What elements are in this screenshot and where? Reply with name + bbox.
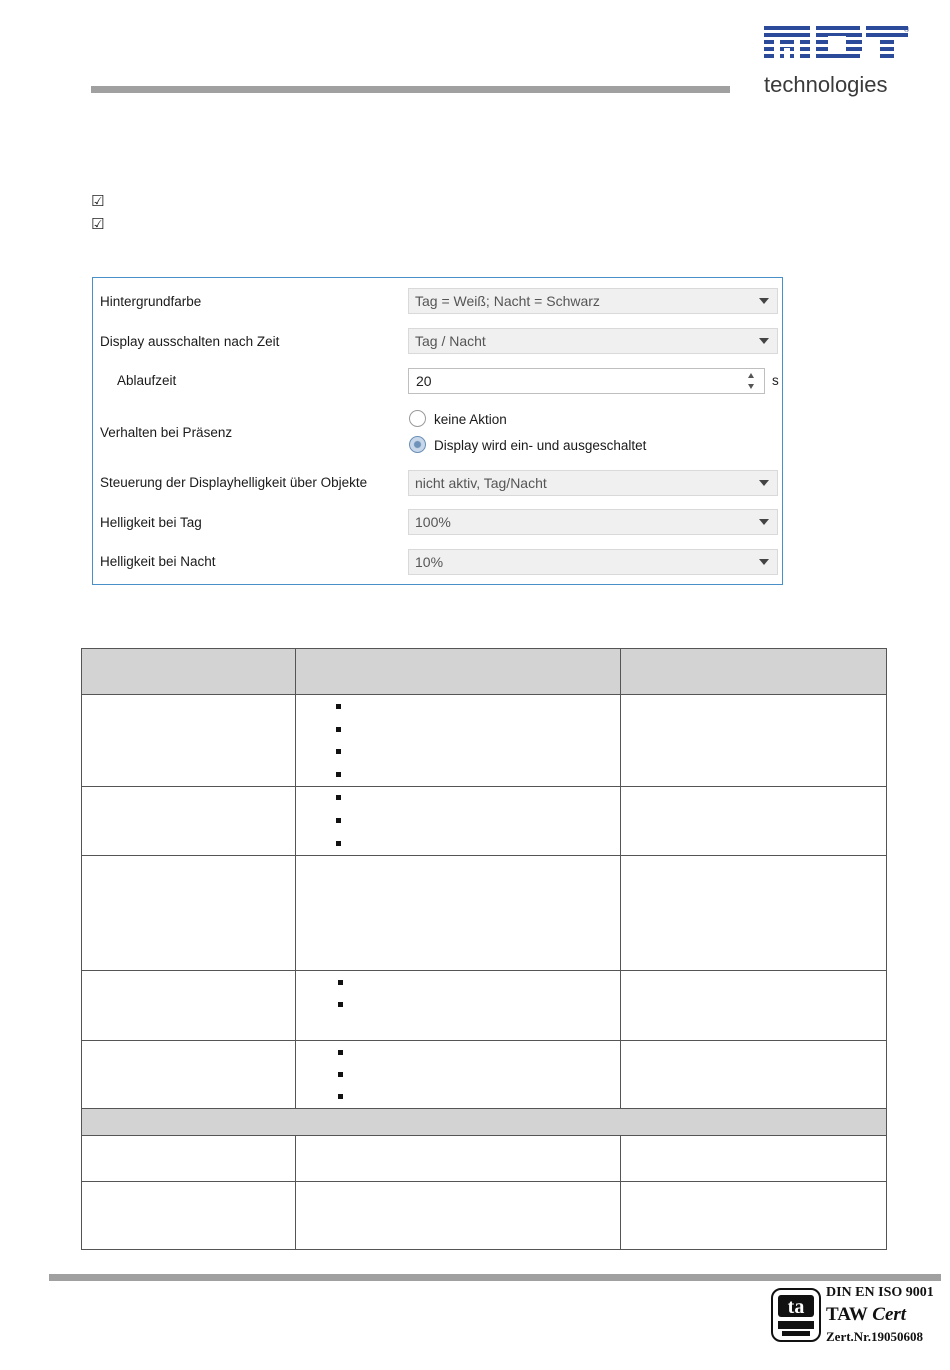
table-header-cell <box>296 649 621 695</box>
dropdown-value: 100% <box>415 514 451 530</box>
display-off-dropdown[interactable] <box>408 328 778 354</box>
taw-cert-seal-icon <box>770 1287 822 1343</box>
bullet-cell <box>296 695 621 787</box>
background-color-dropdown[interactable] <box>408 288 778 314</box>
bullet-icon <box>338 1002 343 1007</box>
label-ablaufzeit: Ablaufzeit <box>117 373 177 388</box>
svg-text:®: ® <box>904 27 910 34</box>
bullet-cell <box>296 1041 621 1109</box>
table-header-cell <box>621 649 887 695</box>
table-row <box>82 695 887 787</box>
mdt-logo-mark <box>764 22 914 72</box>
bullet-icon <box>338 980 343 985</box>
table-row <box>82 1041 887 1109</box>
label-display-ausschalten: Display ausschalten nach Zeit <box>100 334 280 349</box>
svg-text:ta: ta <box>787 1296 805 1318</box>
bullet-cell <box>296 971 621 1041</box>
table-header-cell <box>82 649 296 695</box>
bullet-cell <box>296 787 621 856</box>
table-row <box>82 856 887 971</box>
spinbox-value: 20 <box>416 373 432 389</box>
timeout-unit: s <box>772 373 779 388</box>
label-hintergrundfarbe: Hintergrundfarbe <box>100 294 202 309</box>
label-helligkeit-tag: Helligkeit bei Tag <box>100 515 202 530</box>
dropdown-value: 10% <box>415 554 444 570</box>
radio-label-display-ein-aus: Display wird ein- und ausgeschaltet <box>434 438 647 453</box>
logo-subtext: technologies <box>764 72 888 97</box>
label-helligkeit-nacht: Helligkeit bei Nacht <box>100 554 216 569</box>
spin-up-icon[interactable] <box>748 373 754 378</box>
bullet-icon <box>336 727 341 732</box>
table-row <box>82 787 887 856</box>
cert-number: Zert.Nr.19050608 <box>826 1329 924 1344</box>
dropdown-value: Tag = Weiß; Nacht = Schwarz <box>415 293 600 309</box>
header-rule <box>91 86 730 93</box>
parameter-table <box>81 648 887 1250</box>
bullet-icon <box>338 1072 343 1077</box>
brightness-day-dropdown[interactable] <box>408 509 778 535</box>
chevron-down-icon <box>759 559 769 565</box>
bullet-icon <box>338 1094 343 1099</box>
bullet-icon <box>336 795 341 800</box>
label-steuerung-displayhelligkeit: Steuerung der Displayhelligkeit über Objekte <box>100 475 368 490</box>
label-verhalten-praesenz: Verhalten bei Präsenz <box>100 425 233 440</box>
chevron-down-icon <box>759 480 769 486</box>
bullet-icon <box>338 1050 343 1055</box>
footer-rule <box>49 1274 941 1281</box>
radio-label-keine-aktion: keine Aktion <box>434 412 507 427</box>
spin-down-icon[interactable] <box>748 384 754 389</box>
bullet-icon <box>336 704 341 709</box>
table-row <box>82 1182 887 1250</box>
dropdown-value: nicht aktiv, Tag/Nacht <box>415 475 547 491</box>
table-row <box>82 971 887 1041</box>
chevron-down-icon <box>759 298 769 304</box>
bullet-icon <box>336 818 341 823</box>
radio-display-ein-aus[interactable] <box>409 436 426 453</box>
table-section-row <box>82 1109 887 1136</box>
radio-keine-aktion[interactable] <box>409 410 426 427</box>
mdt-logo <box>764 22 914 102</box>
timeout-spinbox[interactable] <box>408 368 765 394</box>
bullet-icon <box>336 841 341 846</box>
cert-body-taw: TAW <box>826 1304 868 1325</box>
bullet-icon <box>336 772 341 777</box>
chevron-down-icon <box>759 519 769 525</box>
dropdown-value: Tag / Nacht <box>415 333 486 349</box>
table-header-row <box>82 649 887 695</box>
checked-box-icon: ☑ <box>91 192 105 210</box>
taw-cert-badge <box>770 1287 822 1343</box>
brightness-control-dropdown[interactable] <box>408 470 778 496</box>
bullet-icon <box>336 749 341 754</box>
cert-standard: DIN EN ISO 9001 <box>826 1285 934 1300</box>
table-row <box>82 1136 887 1182</box>
checked-box-icon: ☑ <box>91 215 105 233</box>
cert-body-cert: Cert <box>872 1304 907 1325</box>
chevron-down-icon <box>759 338 769 344</box>
cert-body <box>826 1304 906 1326</box>
brightness-night-dropdown[interactable] <box>408 549 778 575</box>
